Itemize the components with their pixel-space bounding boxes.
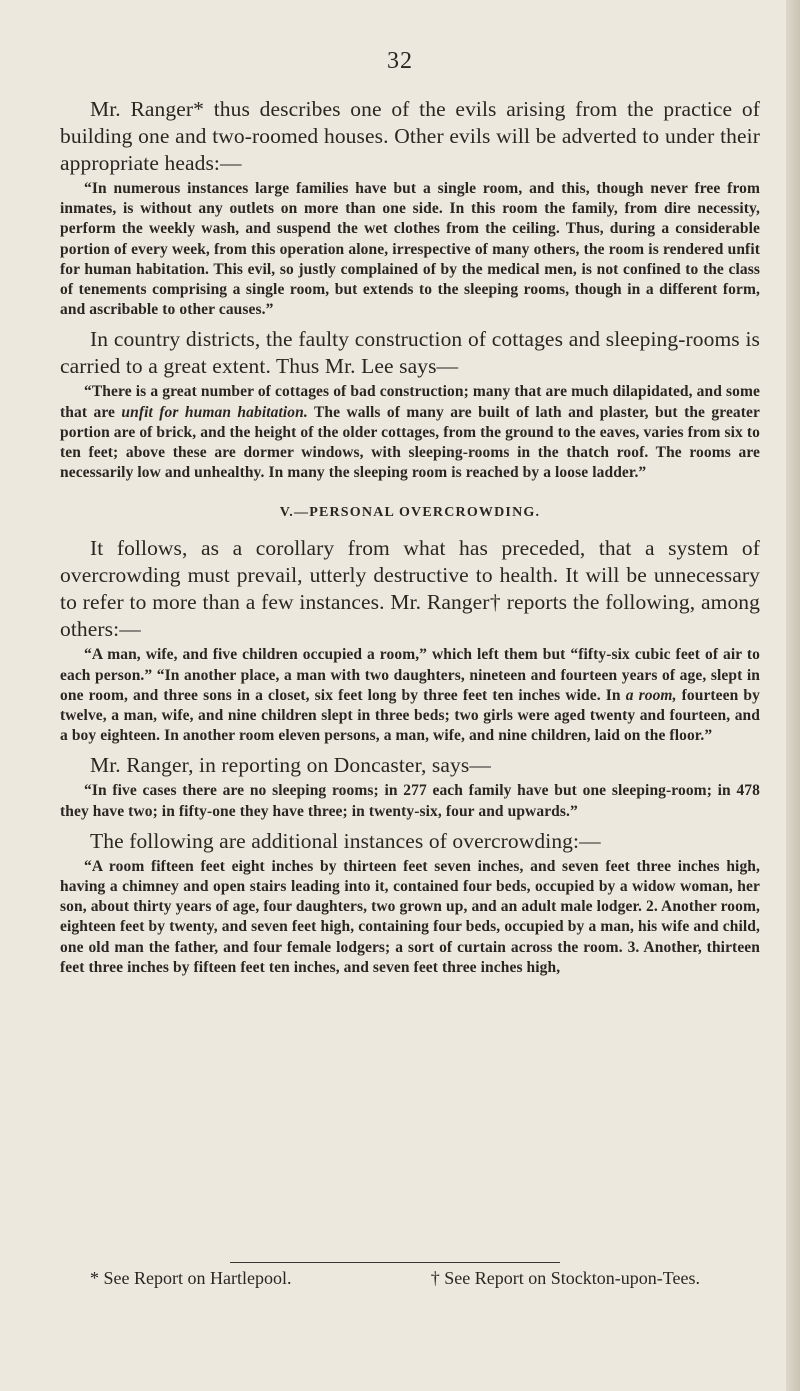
footnote-rule [230,1262,560,1263]
footnote-stockton: † See Report on Stockton-upon-Tees. [430,1268,700,1288]
paragraph-country-districts: In country districts, the faulty construction of cottages and sleeping-rooms is carried to a great extent. Thus Mr. Lee says— [60,327,760,379]
paragraph-additional-instances: The following are additional instances of overcrowding:— [90,828,601,853]
paragraph-doncaster: Mr. Ranger, in reporting on Doncaster, says— [90,753,491,778]
paragraph-overcrowding: It follows, as a corollary from what has preceded, that a system of overcrowding must prevail, utterly destructive to health. It will be unnecessary to refer to more than a few instances. Mr. Ranger† reports the following, among others:— [60,536,760,642]
quote-lee-cottages [60,382,760,483]
quote-text-after: fourteen by twelve, a man, wife, and nine children slept in three beds; two girls were aged twenty and fourteen, and a boy eighteen. In another room eleven persons, a man, wife, and nine children, laid on the floor.” [60,686,760,745]
quote-single-room: “In numerous instances large families have but a single room, and this, though never free from inmates, is without any outlets on more than one side. In this room the family, from dire necessity, perform the weekly wash, and suspend the wet clothes from the ceiling. Thus, during a considerable portion of every week, from this operation alone, irrespective of many others, the room is rendered unfit for human habitation. This evil, so justly complained of by the medical men, is not confined to the class of tenements comprising a single room, but extends to the sleeping rooms, though in a different form, and ascribable to other causes.” [60,180,760,319]
quote-text-before: “A man, wife, and five children occupied a room,” which left them but “fifty-six cubic feet of air to each person.” “In another place, a man with two daughters, nineteen and fourteen years of age, slept in one room, and three sons in a closet, six feet long by three feet ten inches wide. In [60,646,760,704]
quote-text-after: The walls of many are built of lath and plaster, but the greater portion are of brick, and the height of the older cottages, from the ground to the eaves, varies from six to ten feet; above these are dormer windows, with sleeping-rooms in the thatch roof. The rooms are necessarily low and unhealthy. In many the sleeping room is reached by a loose ladder.” [60,403,761,482]
quote-italic-phrase: unfit for human habitation. [121,403,308,421]
page-body [60,96,760,978]
footnotes [60,1268,760,1289]
page-number: 32 [387,48,413,74]
quote-text-before: “There is a great number of cottages of bad construction; many that are much dilapidated, and some that are [60,383,760,421]
quote-italic-phrase: a room, [625,686,677,704]
page-edge [786,0,800,1391]
quote-doncaster: “In five cases there are no sleeping rooms; in 277 each family have but one sleeping-room; in 478 they have two; in fifty-one they have three; in twenty-six, four and upwards.” [60,782,760,820]
paragraph-ranger-intro: Mr. Ranger* thus describes one of the evils arising from the practice of building one and two-roomed houses. Other evils will be adverted to under their appropriate heads:— [60,97,760,175]
section-heading: V.—PERSONAL OVERCROWDING. [279,505,541,521]
quote-room-instances: “A room fifteen feet eight inches by thirteen feet seven inches, and seven feet three inches high, having a chimney and open stairs leading into it, contained four beds, occupied by a widow woman, her son, about thirty years of age, four daughters, two grown up, and an adult male lodger. 2. Another room, eighteen feet by twenty, and seven feet high, containing four beds, occupied by a man, his wife and child, one old man the father, and four female lodgers; a sort of curtain across the room. 3. Another, thirteen feet three inches by fifteen feet ten inches, and seven feet three inches high, [60,857,760,976]
footnote-hartlepool: * See Report on Hartlepool. [90,1268,292,1288]
quote-ranger-instances [60,645,760,746]
